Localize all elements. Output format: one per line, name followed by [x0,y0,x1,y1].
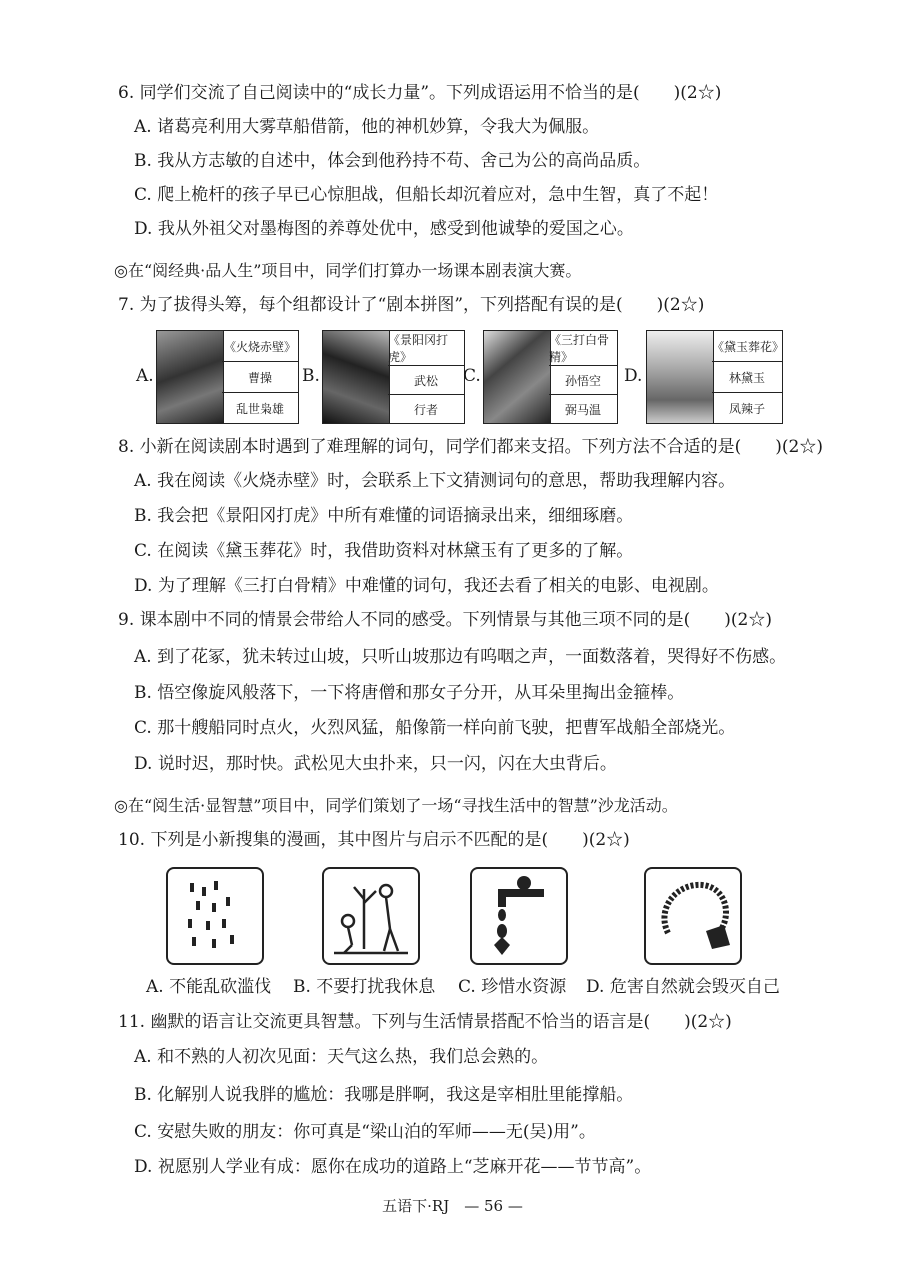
page-footer: 五语下·RJ — 56 — [382,1197,523,1215]
q7-card-role: 武松 [388,365,464,394]
q11-option-d: D. 祝愿别人学业有成：愿你在成功的道路上“芝麻开花——节节高”。 [134,1157,652,1177]
q6-stem: 6. 同学们交流了自己阅读中的“成长力量”。下列成语运用不恰当的是( )(2☆) [118,83,722,103]
q9-option-c: C. 那十艘船同时点火，火烈风猛，船像箭一样向前飞驶，把曹军战船全部烧光。 [134,718,736,738]
tiger-fight-illustration [322,330,390,424]
q10-caption-a: A. 不能乱砍滥伐 [146,977,272,997]
q7-card-letter: B. [302,366,320,386]
q8-option-a: A. 我在阅读《火烧赤壁》时，会联系上下文猜测词句的意思，帮助我理解内容。 [134,471,736,491]
q6-option-b: B. 我从方志敏的自述中，体会到他矜持不苟、舍己为公的高尚品质。 [134,151,651,171]
q9-option-a: A. 到了花冢，犹未转过山坡，只听山坡那边有呜咽之声，一面数落着，哭得好不伤感。 [134,647,787,667]
q7-card-role: 曹操 [222,361,298,392]
q6-option-d: D. 我从外祖父对墨梅图的养尊处优中，感受到他诚挚的爱国之心。 [134,219,634,239]
q8-option-c: C. 在阅读《黛玉葬花》时，我借助资料对林黛玉有了更多的了解。 [134,541,634,561]
q7-stem: 7. 为了拔得头筹，每个组都设计了“剧本拼图”，下列搭配有误的是( )(2☆) [118,295,705,315]
q11-option-b: B. 化解别人说我胖的尴尬：我哪是胖啊，我这是宰相肚里能撑船。 [134,1085,634,1105]
q7-card-trait: 行者 [388,394,464,423]
q7-card-title: 《三打白骨精》 [549,333,610,364]
q10-caption-c: C. 珍惜水资源 [458,977,567,997]
q8-option-b: B. 我会把《景阳冈打虎》中所有难懂的词语摘录出来，细细琢磨。 [134,506,634,526]
q9-option-d: D. 说时迟，那时快。武松见大虫扑来，只一闪，闪在大虫背后。 [134,754,617,774]
section-heading-2: ◎在“阅生活·显智慧”项目中，同学们策划了一场“寻找生活中的智慧”沙龙活动。 [114,796,678,815]
q7-card-letter: A. [136,366,154,386]
section-heading-1: ◎在“阅经典·品人生”项目中，同学们打算办一场课本剧表演大赛。 [114,261,582,280]
q9-option-b: B. 悟空像旋风般落下，一下将唐僧和那女子分开，从耳朵里掏出金箍棒。 [134,683,685,703]
q6-option-c: C. 爬上桅杆的孩子早已心惊胆战，但船长却沉着应对，急中生智，真了不起！ [134,185,719,205]
q7-card-trait: 乱世枭雄 [222,392,298,423]
q6-option-a: A. 诸葛亮利用大雾草船借箭，他的神机妙算，令我大为佩服。 [134,117,600,137]
q7-card-title: 《景阳冈打虎》 [388,333,449,364]
q11-option-c: C. 安慰失败的朋友：你可真是“梁山泊的军师——无(吴)用”。 [134,1122,596,1142]
q10-caption-b: B. 不要打扰我休息 [293,977,436,997]
q7-card-letter: C. [463,366,481,386]
daiyu-burying-flowers-illustration [646,330,714,424]
cartoon-planting-tree [322,867,420,965]
q11-stem: 11. 幽默的语言让交流更具智慧。下列与生活情景搭配不恰当的语言是( )(2☆) [118,1012,732,1032]
q8-stem: 8. 小新在阅读剧本时遇到了难理解的词句，同学们都来支招。下列方法不合适的是( )(2☆) [118,437,823,457]
monkey-king-illustration [483,330,551,424]
q9-stem: 9. 课本剧中不同的情景会带给人不同的感受。下列情景与其他三项不同的是( )(2☆) [118,610,772,630]
fire-battle-illustration [156,330,224,424]
cartoon-self-destruction [644,867,742,965]
q11-option-a: A. 和不熟的人初次见面：天气这么热，我们总会熟的。 [134,1047,549,1067]
q10-caption-d: D. 危害自然就会毁灭自己 [586,977,780,997]
q7-card-title: 《黛玉葬花》 [712,339,785,354]
q8-option-d: D. 为了理解《三打白骨精》中难懂的词句，我还去看了相关的电影、电视剧。 [134,576,719,596]
q7-card-title: 《火烧赤壁》 [223,339,296,354]
q10-stem: 10. 下列是小新搜集的漫画，其中图片与启示不匹配的是( )(2☆) [118,830,630,850]
q7-card-role: 孙悟空 [549,365,617,394]
q7-card-trait: 凤辣子 [712,392,782,423]
cartoon-people-scattered [166,867,264,965]
q7-card-role: 林黛玉 [712,361,782,392]
q7-card-letter: D. [624,366,643,386]
q7-card-trait: 弼马温 [549,394,617,423]
cartoon-dripping-tap [470,867,568,965]
